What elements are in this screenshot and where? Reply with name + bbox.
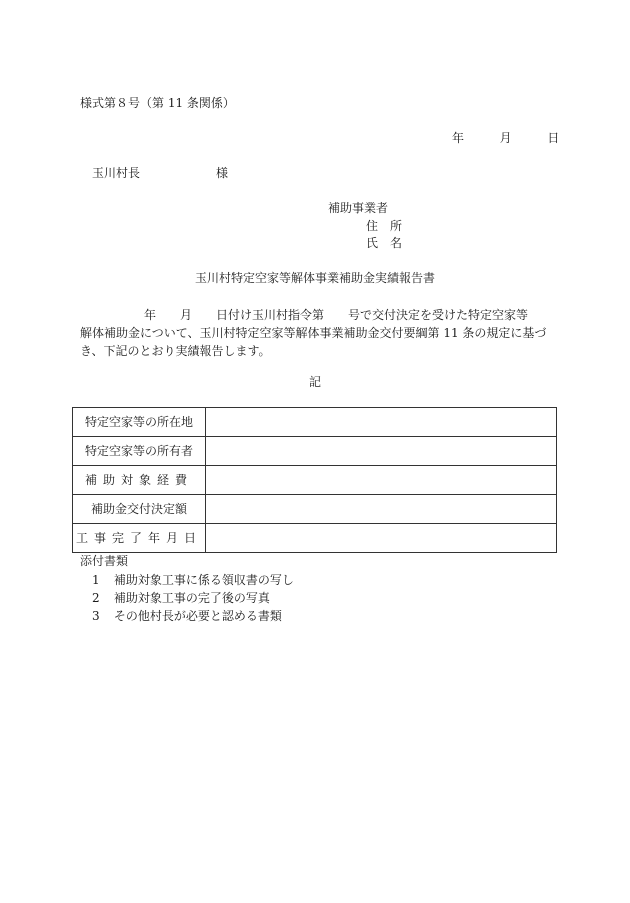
table-row [73, 408, 557, 437]
row-label-completion-date: 工事完了年月日 [73, 524, 206, 553]
attachments-list [92, 571, 294, 625]
row-value-completion-date[interactable] [206, 524, 557, 553]
table-row [73, 524, 557, 553]
date-month: 月 [499, 131, 512, 145]
row-label-location: 特定空家等の所在地 [73, 408, 206, 437]
attachment-number: 2 [92, 591, 100, 605]
attachment-text: 補助対象工事の完了後の写真 [113, 591, 270, 605]
attachment-text: 補助対象工事に係る領収書の写し [113, 573, 294, 587]
body-line-3: き、下記のとおり実績報告します。 [80, 344, 271, 358]
date-day: 日 [547, 131, 560, 145]
addressee-honorific: 様 [216, 166, 229, 180]
applicant-label: 補助事業者 [328, 201, 389, 215]
addressee-name: 玉川村長 [92, 166, 141, 180]
attachment-number: 1 [92, 573, 100, 587]
attachment-number: 3 [92, 609, 100, 623]
report-table [72, 407, 557, 553]
document-title: 玉川村特定空家等解体事業補助金実績報告書 [194, 271, 435, 285]
addressee [92, 166, 228, 181]
list-item [92, 589, 294, 607]
row-value-owner[interactable] [206, 437, 557, 466]
table-row [73, 466, 557, 495]
row-value-grant-amount[interactable] [206, 495, 557, 524]
row-value-location[interactable] [206, 408, 557, 437]
body-line-2: 解体補助金について、玉川村特定空家等解体事業補助金交付要綱第 11 条の規定に基づ [80, 326, 547, 340]
row-label-grant-amount: 補助金交付決定額 [73, 495, 206, 524]
form-number: 様式第８号（第 11 条関係） [80, 96, 235, 110]
row-value-eligible-cost[interactable] [206, 466, 557, 495]
ki-heading: 記 [308, 375, 321, 389]
applicant-name-label: 氏 名 [366, 236, 403, 250]
body-line-1: 年 月 日付け玉川村指令第 号で交付決定を受けた特定空家等 [144, 308, 529, 322]
list-item [92, 607, 294, 625]
date-line [452, 131, 559, 146]
row-label-eligible-cost: 補助対象経費 [73, 466, 206, 495]
list-item [92, 571, 294, 589]
attachment-text: その他村長が必要と認める書類 [113, 609, 282, 623]
table-row [73, 437, 557, 466]
date-year: 年 [452, 131, 465, 145]
applicant-address-label: 住 所 [366, 219, 403, 233]
table-row [73, 495, 557, 524]
row-label-owner: 特定空家等の所有者 [73, 437, 206, 466]
attachments-title: 添付書類 [80, 554, 129, 568]
body-text [80, 306, 558, 360]
